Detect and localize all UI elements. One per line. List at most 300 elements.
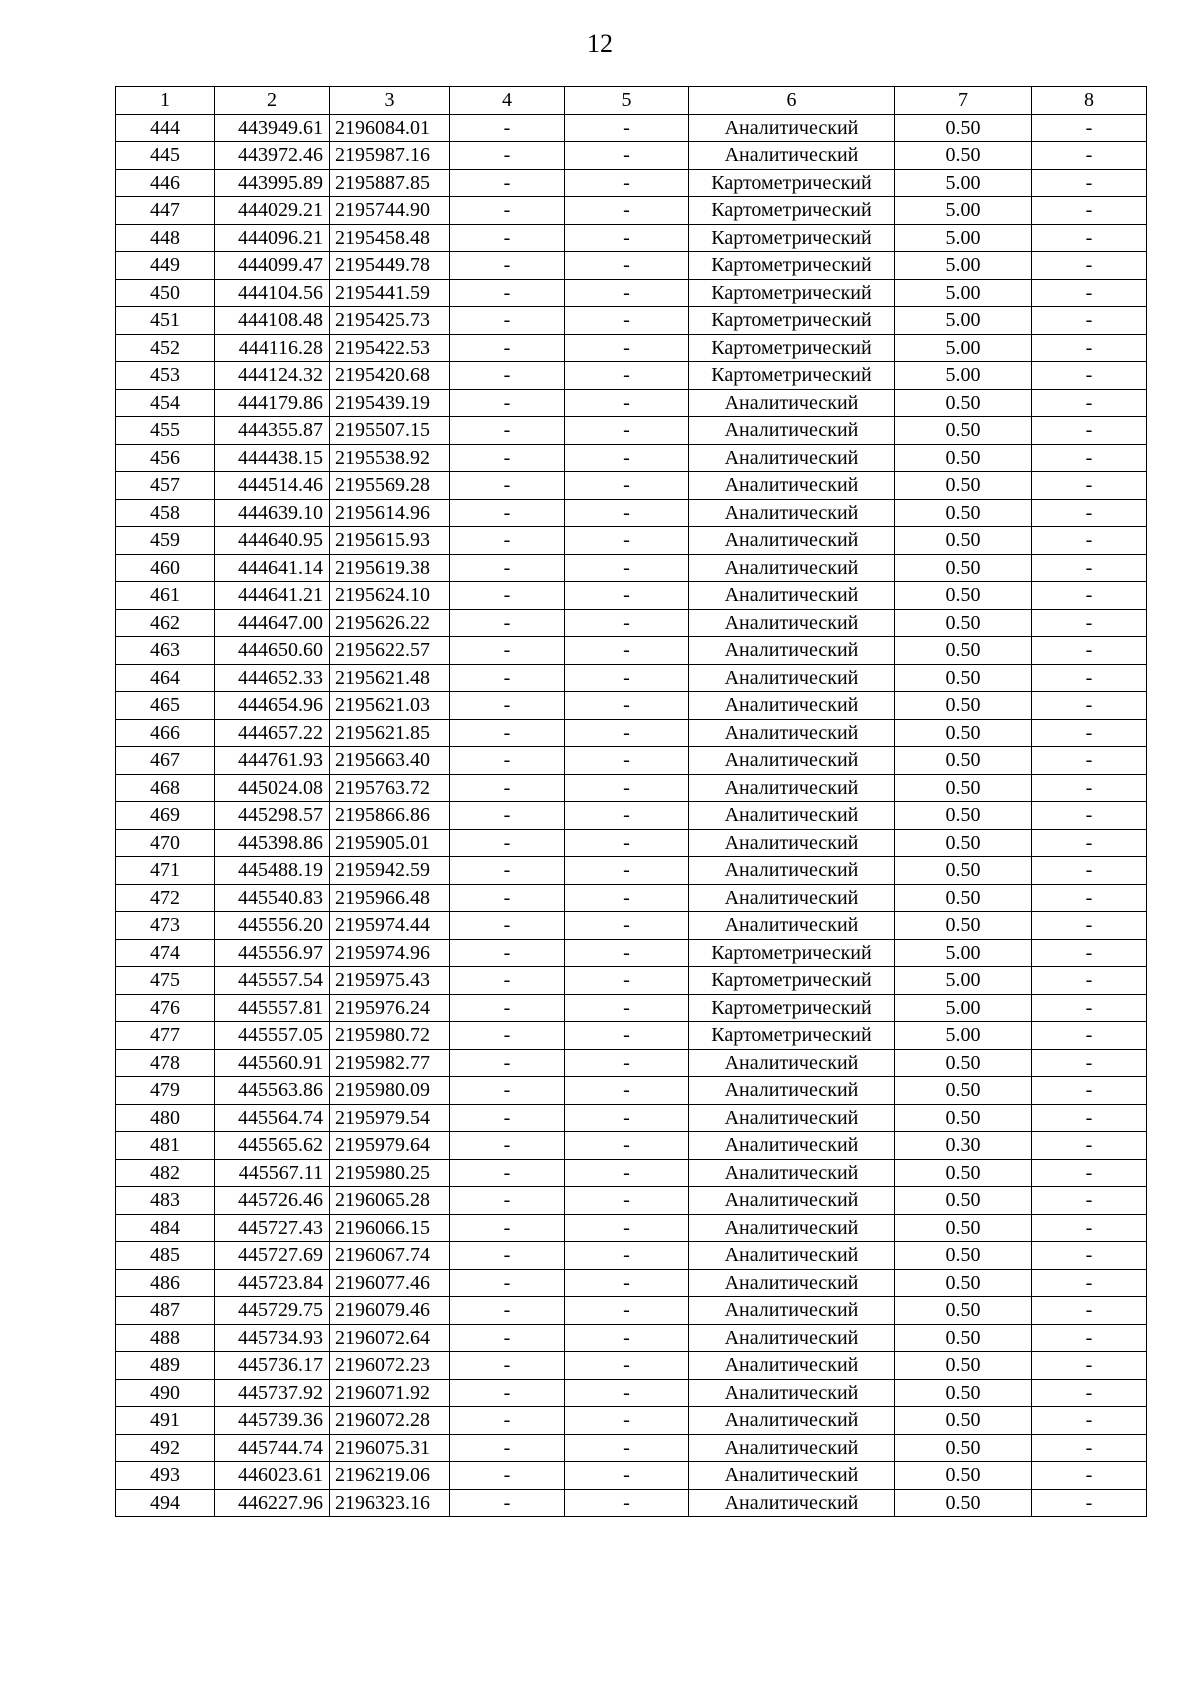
cell-coord-x: 443972.46 [215, 142, 330, 170]
cell-coord-x: 446227.96 [215, 1489, 330, 1517]
cell-col-8: - [1032, 664, 1147, 692]
cell-coord-x: 444179.86 [215, 389, 330, 417]
cell-coord-x: 445556.97 [215, 939, 330, 967]
cell-method: Картометрический [689, 224, 895, 252]
cell-col-8: - [1032, 444, 1147, 472]
table-row [116, 224, 1147, 252]
cell-method: Картометрический [689, 169, 895, 197]
cell-col-4: - [450, 1434, 565, 1462]
cell-method: Аналитический [689, 829, 895, 857]
cell-col-4: - [450, 802, 565, 830]
coordinates-table [115, 86, 1147, 1517]
cell-col-5: - [565, 1049, 689, 1077]
cell-col-4: - [450, 692, 565, 720]
table-row [116, 1489, 1147, 1517]
cell-coord-x: 445727.43 [215, 1214, 330, 1242]
cell-col-5: - [565, 197, 689, 225]
column-header-1: 1 [116, 87, 215, 115]
table-row [116, 994, 1147, 1022]
cell-coord-y: 2195621.03 [330, 692, 450, 720]
cell-col-4: - [450, 307, 565, 335]
cell-accuracy: 0.50 [895, 884, 1032, 912]
cell-accuracy: 0.30 [895, 1132, 1032, 1160]
cell-method: Аналитический [689, 747, 895, 775]
table-row [116, 1407, 1147, 1435]
cell-accuracy: 0.50 [895, 1297, 1032, 1325]
cell-col-4: - [450, 1132, 565, 1160]
cell-coord-x: 444108.48 [215, 307, 330, 335]
cell-coord-x: 445540.83 [215, 884, 330, 912]
cell-col-8: - [1032, 637, 1147, 665]
cell-point-number: 488 [116, 1324, 215, 1352]
cell-coord-x: 444438.15 [215, 444, 330, 472]
cell-method: Аналитический [689, 444, 895, 472]
cell-coord-y: 2195966.48 [330, 884, 450, 912]
cell-col-8: - [1032, 1269, 1147, 1297]
table-row [116, 774, 1147, 802]
cell-col-5: - [565, 1159, 689, 1187]
table-row [116, 362, 1147, 390]
cell-accuracy: 0.50 [895, 912, 1032, 940]
cell-coord-y: 2195663.40 [330, 747, 450, 775]
cell-col-4: - [450, 609, 565, 637]
table-row [116, 114, 1147, 142]
cell-col-8: - [1032, 1489, 1147, 1517]
cell-col-4: - [450, 1214, 565, 1242]
cell-accuracy: 0.50 [895, 692, 1032, 720]
cell-coord-x: 445556.20 [215, 912, 330, 940]
cell-coord-y: 2195905.01 [330, 829, 450, 857]
cell-point-number: 484 [116, 1214, 215, 1242]
cell-col-4: - [450, 417, 565, 445]
cell-col-4: - [450, 114, 565, 142]
cell-col-8: - [1032, 279, 1147, 307]
cell-accuracy: 0.50 [895, 1049, 1032, 1077]
cell-col-5: - [565, 252, 689, 280]
cell-col-4: - [450, 554, 565, 582]
cell-col-4: - [450, 829, 565, 857]
cell-col-4: - [450, 1297, 565, 1325]
table-row [116, 472, 1147, 500]
cell-accuracy: 5.00 [895, 197, 1032, 225]
cell-method: Картометрический [689, 362, 895, 390]
cell-coord-y: 2195887.85 [330, 169, 450, 197]
table-row [116, 197, 1147, 225]
cell-coord-y: 2195974.96 [330, 939, 450, 967]
table-row [116, 1104, 1147, 1132]
cell-col-8: - [1032, 857, 1147, 885]
cell-col-8: - [1032, 389, 1147, 417]
cell-accuracy: 5.00 [895, 252, 1032, 280]
cell-coord-x: 443949.61 [215, 114, 330, 142]
cell-point-number: 473 [116, 912, 215, 940]
cell-col-5: - [565, 1077, 689, 1105]
cell-accuracy: 5.00 [895, 939, 1032, 967]
cell-col-5: - [565, 747, 689, 775]
cell-method: Картометрический [689, 967, 895, 995]
cell-col-8: - [1032, 1407, 1147, 1435]
cell-coord-x: 444657.22 [215, 719, 330, 747]
cell-coord-x: 445024.08 [215, 774, 330, 802]
cell-point-number: 452 [116, 334, 215, 362]
cell-accuracy: 0.50 [895, 582, 1032, 610]
cell-col-5: - [565, 169, 689, 197]
cell-method: Аналитический [689, 1434, 895, 1462]
cell-method: Аналитический [689, 1352, 895, 1380]
cell-col-4: - [450, 527, 565, 555]
cell-col-8: - [1032, 307, 1147, 335]
cell-coord-y: 2195982.77 [330, 1049, 450, 1077]
cell-coord-y: 2196077.46 [330, 1269, 450, 1297]
cell-accuracy: 5.00 [895, 967, 1032, 995]
cell-coord-y: 2195979.64 [330, 1132, 450, 1160]
cell-coord-x: 445557.05 [215, 1022, 330, 1050]
cell-point-number: 485 [116, 1242, 215, 1270]
cell-coord-x: 446023.61 [215, 1462, 330, 1490]
cell-point-number: 480 [116, 1104, 215, 1132]
cell-col-4: - [450, 1049, 565, 1077]
cell-point-number: 470 [116, 829, 215, 857]
cell-accuracy: 0.50 [895, 1269, 1032, 1297]
cell-coord-x: 445398.86 [215, 829, 330, 857]
cell-col-4: - [450, 197, 565, 225]
cell-col-4: - [450, 1187, 565, 1215]
cell-col-5: - [565, 1324, 689, 1352]
cell-col-5: - [565, 334, 689, 362]
cell-point-number: 479 [116, 1077, 215, 1105]
cell-coord-y: 2195615.93 [330, 527, 450, 555]
cell-point-number: 447 [116, 197, 215, 225]
cell-coord-x: 445564.74 [215, 1104, 330, 1132]
cell-accuracy: 0.50 [895, 1214, 1032, 1242]
cell-col-5: - [565, 1104, 689, 1132]
cell-coord-x: 444647.00 [215, 609, 330, 637]
page-number: 12 [587, 29, 613, 58]
cell-method: Аналитический [689, 1077, 895, 1105]
cell-coord-y: 2196075.31 [330, 1434, 450, 1462]
cell-accuracy: 5.00 [895, 169, 1032, 197]
cell-coord-y: 2195980.09 [330, 1077, 450, 1105]
cell-col-5: - [565, 307, 689, 335]
cell-col-8: - [1032, 747, 1147, 775]
cell-col-8: - [1032, 1434, 1147, 1462]
cell-accuracy: 0.50 [895, 114, 1032, 142]
cell-point-number: 490 [116, 1379, 215, 1407]
cell-point-number: 487 [116, 1297, 215, 1325]
table-row [116, 554, 1147, 582]
cell-coord-x: 444652.33 [215, 664, 330, 692]
table-row [116, 1049, 1147, 1077]
cell-method: Картометрический [689, 252, 895, 280]
cell-point-number: 475 [116, 967, 215, 995]
table-row [116, 1187, 1147, 1215]
cell-point-number: 493 [116, 1462, 215, 1490]
cell-method: Аналитический [689, 884, 895, 912]
cell-col-8: - [1032, 142, 1147, 170]
cell-col-5: - [565, 994, 689, 1022]
cell-method: Аналитический [689, 637, 895, 665]
cell-coord-y: 2195979.54 [330, 1104, 450, 1132]
table-row [116, 1269, 1147, 1297]
cell-col-4: - [450, 499, 565, 527]
cell-col-4: - [450, 252, 565, 280]
cell-col-5: - [565, 114, 689, 142]
cell-col-4: - [450, 664, 565, 692]
cell-method: Аналитический [689, 1269, 895, 1297]
cell-method: Картометрический [689, 939, 895, 967]
cell-col-4: - [450, 389, 565, 417]
cell-col-5: - [565, 1434, 689, 1462]
cell-accuracy: 5.00 [895, 334, 1032, 362]
cell-coord-y: 2195744.90 [330, 197, 450, 225]
cell-accuracy: 5.00 [895, 994, 1032, 1022]
cell-coord-y: 2195449.78 [330, 252, 450, 280]
cell-col-8: - [1032, 1132, 1147, 1160]
cell-coord-x: 445563.86 [215, 1077, 330, 1105]
table-body [116, 114, 1147, 1517]
cell-col-4: - [450, 1159, 565, 1187]
cell-coord-y: 2195614.96 [330, 499, 450, 527]
cell-col-8: - [1032, 719, 1147, 747]
table-row [116, 279, 1147, 307]
cell-col-5: - [565, 719, 689, 747]
cell-coord-y: 2196066.15 [330, 1214, 450, 1242]
cell-accuracy: 0.50 [895, 1242, 1032, 1270]
cell-method: Аналитический [689, 1214, 895, 1242]
cell-coord-x: 444355.87 [215, 417, 330, 445]
table-row [116, 169, 1147, 197]
cell-point-number: 450 [116, 279, 215, 307]
cell-method: Аналитический [689, 774, 895, 802]
cell-col-5: - [565, 664, 689, 692]
cell-col-8: - [1032, 417, 1147, 445]
cell-col-5: - [565, 1214, 689, 1242]
cell-col-8: - [1032, 609, 1147, 637]
cell-method: Аналитический [689, 1462, 895, 1490]
cell-accuracy: 5.00 [895, 279, 1032, 307]
cell-accuracy: 0.50 [895, 1489, 1032, 1517]
cell-col-8: - [1032, 1214, 1147, 1242]
cell-col-5: - [565, 444, 689, 472]
cell-col-4: - [450, 1352, 565, 1380]
cell-accuracy: 0.50 [895, 829, 1032, 857]
cell-col-4: - [450, 169, 565, 197]
cell-col-5: - [565, 554, 689, 582]
table-row [116, 637, 1147, 665]
table-row [116, 582, 1147, 610]
cell-method: Аналитический [689, 1407, 895, 1435]
cell-coord-y: 2195569.28 [330, 472, 450, 500]
cell-col-8: - [1032, 362, 1147, 390]
cell-coord-x: 445567.11 [215, 1159, 330, 1187]
cell-coord-x: 444641.21 [215, 582, 330, 610]
cell-col-8: - [1032, 774, 1147, 802]
table-header-row [116, 87, 1147, 115]
cell-col-4: - [450, 224, 565, 252]
cell-accuracy: 0.50 [895, 389, 1032, 417]
table-row [116, 802, 1147, 830]
table-row [116, 499, 1147, 527]
table-row [116, 307, 1147, 335]
cell-coord-x: 444116.28 [215, 334, 330, 362]
cell-point-number: 466 [116, 719, 215, 747]
cell-col-8: - [1032, 499, 1147, 527]
cell-col-4: - [450, 1104, 565, 1132]
cell-coord-x: 444640.95 [215, 527, 330, 555]
table-row [116, 1022, 1147, 1050]
cell-col-4: - [450, 1462, 565, 1490]
cell-coord-y: 2195441.59 [330, 279, 450, 307]
cell-coord-x: 444029.21 [215, 197, 330, 225]
cell-point-number: 453 [116, 362, 215, 390]
column-header-4: 4 [450, 87, 565, 115]
cell-col-8: - [1032, 197, 1147, 225]
table-row [116, 334, 1147, 362]
cell-accuracy: 0.50 [895, 1324, 1032, 1352]
cell-method: Аналитический [689, 114, 895, 142]
cell-col-5: - [565, 417, 689, 445]
cell-col-5: - [565, 1187, 689, 1215]
cell-col-8: - [1032, 1324, 1147, 1352]
cell-col-4: - [450, 912, 565, 940]
cell-col-8: - [1032, 1242, 1147, 1270]
cell-coord-y: 2196072.23 [330, 1352, 450, 1380]
cell-point-number: 460 [116, 554, 215, 582]
table-row [116, 1242, 1147, 1270]
cell-point-number: 489 [116, 1352, 215, 1380]
cell-point-number: 448 [116, 224, 215, 252]
cell-col-4: - [450, 444, 565, 472]
cell-col-4: - [450, 1379, 565, 1407]
cell-col-5: - [565, 1489, 689, 1517]
cell-method: Аналитический [689, 142, 895, 170]
cell-col-8: - [1032, 527, 1147, 555]
cell-point-number: 492 [116, 1434, 215, 1462]
cell-col-5: - [565, 1407, 689, 1435]
cell-point-number: 457 [116, 472, 215, 500]
cell-coord-y: 2195439.19 [330, 389, 450, 417]
cell-coord-y: 2195866.86 [330, 802, 450, 830]
cell-col-4: - [450, 774, 565, 802]
cell-col-8: - [1032, 1022, 1147, 1050]
column-header-8: 8 [1032, 87, 1147, 115]
cell-col-5: - [565, 774, 689, 802]
cell-col-4: - [450, 1269, 565, 1297]
cell-point-number: 446 [116, 169, 215, 197]
cell-coord-x: 445727.69 [215, 1242, 330, 1270]
cell-col-8: - [1032, 582, 1147, 610]
cell-col-4: - [450, 1242, 565, 1270]
cell-method: Аналитический [689, 1379, 895, 1407]
cell-point-number: 456 [116, 444, 215, 472]
table-row [116, 829, 1147, 857]
cell-coord-y: 2195980.72 [330, 1022, 450, 1050]
cell-col-5: - [565, 527, 689, 555]
cell-col-8: - [1032, 1187, 1147, 1215]
cell-point-number: 444 [116, 114, 215, 142]
cell-coord-y: 2196084.01 [330, 114, 450, 142]
cell-col-4: - [450, 279, 565, 307]
cell-point-number: 468 [116, 774, 215, 802]
cell-coord-x: 445734.93 [215, 1324, 330, 1352]
cell-col-5: - [565, 1132, 689, 1160]
cell-method: Аналитический [689, 417, 895, 445]
cell-point-number: 458 [116, 499, 215, 527]
cell-col-5: - [565, 884, 689, 912]
cell-accuracy: 0.50 [895, 1187, 1032, 1215]
cell-col-8: - [1032, 829, 1147, 857]
cell-method: Аналитический [689, 554, 895, 582]
cell-coord-y: 2196323.16 [330, 1489, 450, 1517]
cell-method: Аналитический [689, 1187, 895, 1215]
column-header-3: 3 [330, 87, 450, 115]
cell-col-8: - [1032, 334, 1147, 362]
cell-accuracy: 0.50 [895, 664, 1032, 692]
cell-coord-x: 445737.92 [215, 1379, 330, 1407]
cell-coord-y: 2195626.22 [330, 609, 450, 637]
table-row [116, 527, 1147, 555]
table-row [116, 1132, 1147, 1160]
cell-point-number: 451 [116, 307, 215, 335]
cell-col-4: - [450, 1407, 565, 1435]
cell-point-number: 491 [116, 1407, 215, 1435]
cell-coord-x: 444514.46 [215, 472, 330, 500]
cell-point-number: 469 [116, 802, 215, 830]
cell-coord-x: 445744.74 [215, 1434, 330, 1462]
cell-accuracy: 0.50 [895, 857, 1032, 885]
cell-col-8: - [1032, 802, 1147, 830]
cell-point-number: 465 [116, 692, 215, 720]
cell-col-5: - [565, 912, 689, 940]
cell-col-4: - [450, 719, 565, 747]
cell-coord-x: 445726.46 [215, 1187, 330, 1215]
cell-col-5: - [565, 857, 689, 885]
cell-coord-y: 2195621.48 [330, 664, 450, 692]
cell-coord-x: 445723.84 [215, 1269, 330, 1297]
cell-method: Аналитический [689, 857, 895, 885]
table-row [116, 1352, 1147, 1380]
cell-method: Картометрический [689, 307, 895, 335]
column-header-5: 5 [565, 87, 689, 115]
cell-coord-y: 2196219.06 [330, 1462, 450, 1490]
cell-point-number: 461 [116, 582, 215, 610]
cell-coord-y: 2195420.68 [330, 362, 450, 390]
cell-col-8: - [1032, 884, 1147, 912]
cell-col-8: - [1032, 1297, 1147, 1325]
cell-point-number: 478 [116, 1049, 215, 1077]
column-header-7: 7 [895, 87, 1032, 115]
table-row [116, 417, 1147, 445]
cell-col-8: - [1032, 967, 1147, 995]
cell-coord-y: 2196067.74 [330, 1242, 450, 1270]
cell-method: Картометрический [689, 197, 895, 225]
cell-method: Аналитический [689, 609, 895, 637]
cell-method: Аналитический [689, 1159, 895, 1187]
cell-coord-x: 445557.54 [215, 967, 330, 995]
table-row [116, 664, 1147, 692]
cell-accuracy: 0.50 [895, 554, 1032, 582]
cell-coord-y: 2195621.85 [330, 719, 450, 747]
cell-accuracy: 0.50 [895, 802, 1032, 830]
cell-coord-y: 2195980.25 [330, 1159, 450, 1187]
table-row [116, 1379, 1147, 1407]
column-header-2: 2 [215, 87, 330, 115]
cell-col-5: - [565, 967, 689, 995]
cell-col-4: - [450, 747, 565, 775]
cell-col-5: - [565, 1242, 689, 1270]
cell-accuracy: 0.50 [895, 1434, 1032, 1462]
table-row [116, 939, 1147, 967]
